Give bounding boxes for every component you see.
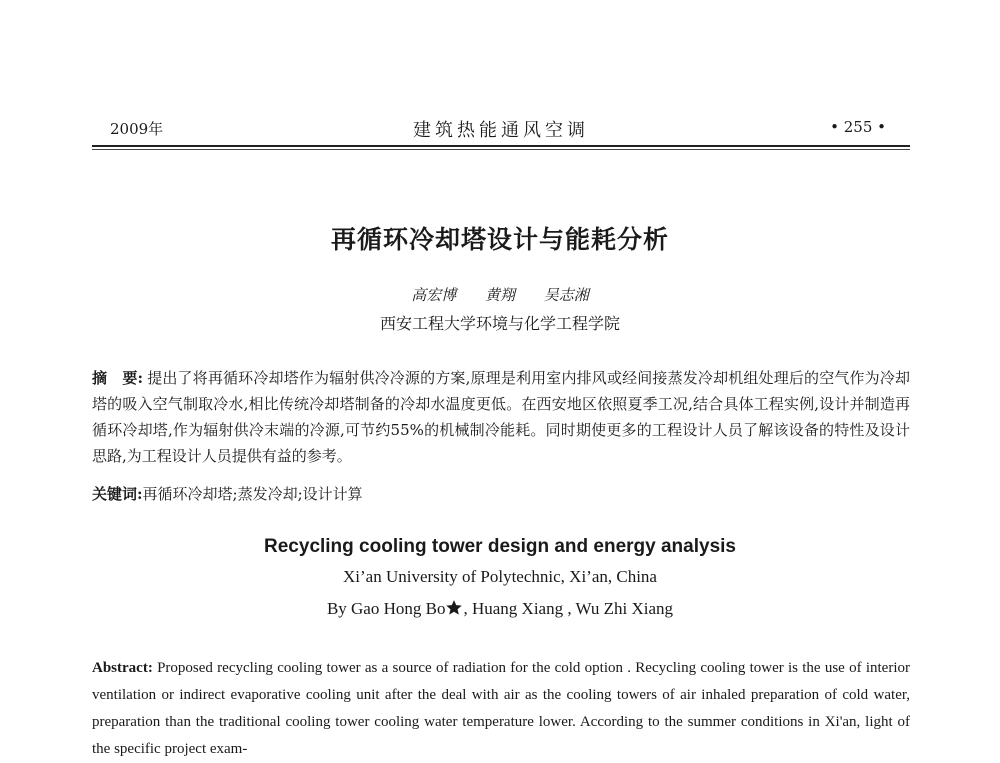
chinese-keywords xyxy=(92,483,910,505)
english-abstract-label: Abstract: xyxy=(92,660,153,676)
chinese-author-1: 高宏博 xyxy=(411,286,457,304)
header-journal-name: 建筑热能通风空调 xyxy=(413,120,589,141)
chinese-affiliation: 西安工程大学环境与化学工程学院 xyxy=(379,314,620,333)
chinese-keywords-text: 再循环冷却塔;蒸发冷却;设计计算 xyxy=(142,485,363,503)
english-authors-rest: , Huang Xiang , Wu Zhi Xiang xyxy=(463,599,674,618)
chinese-abstract-label: 摘 要: xyxy=(92,369,144,387)
english-authors-first: By Gao Hong Bo xyxy=(326,599,446,618)
header-rule-thin xyxy=(92,149,910,150)
english-affiliation: Xi’an University of Polytechnic, Xi’an, China xyxy=(343,567,657,586)
chinese-title: 再循环冷却塔设计与能耗分析 xyxy=(330,225,669,254)
chinese-authors xyxy=(0,284,1000,305)
header-page-number: • 255 • xyxy=(830,118,886,136)
star-icon xyxy=(445,599,463,616)
chinese-author-3: 吴志湘 xyxy=(543,286,589,304)
english-abstract xyxy=(92,655,910,763)
header-rule-thick xyxy=(92,145,910,147)
chinese-abstract xyxy=(92,365,910,469)
chinese-keywords-label: 关键词: xyxy=(92,485,143,503)
running-header xyxy=(92,113,910,143)
chinese-author-2: 黄翔 xyxy=(484,286,515,304)
english-authors xyxy=(0,599,1000,619)
english-abstract-text: Proposed recycling cooling tower as a source of radiation for the cold option . Recycling cooling tower is the use of interior ventilation or indirect evaporative cooling unit after the deal with air as the cooling towers of air inhaled preparation of cold water, preparation than the traditional cooling tower cooling water temperature lower. According to the summer conditions in Xi'an, light of the specific project exam- xyxy=(92,660,910,757)
english-title: Recycling cooling tower design and energy analysis xyxy=(264,536,736,557)
header-year: 2009年 xyxy=(110,120,164,138)
chinese-abstract-text: 提出了将再循环冷却塔作为辐射供冷冷源的方案,原理是利用室内排风或经间接蒸发冷却机组处理后的空气作为冷却塔的吸入空气制取冷水,相比传统冷却塔制备的冷却水温度更低。在西安地区依照夏季工况,结合具体工程实例,设计并制造再循环冷却塔,作为辐射供冷末端的冷源,可节约55%的机械制冷能耗。同时期使更多的工程设计人员了解该设备的特性及设计思路,为工程设计人员提供有益的参考。 xyxy=(92,369,910,465)
